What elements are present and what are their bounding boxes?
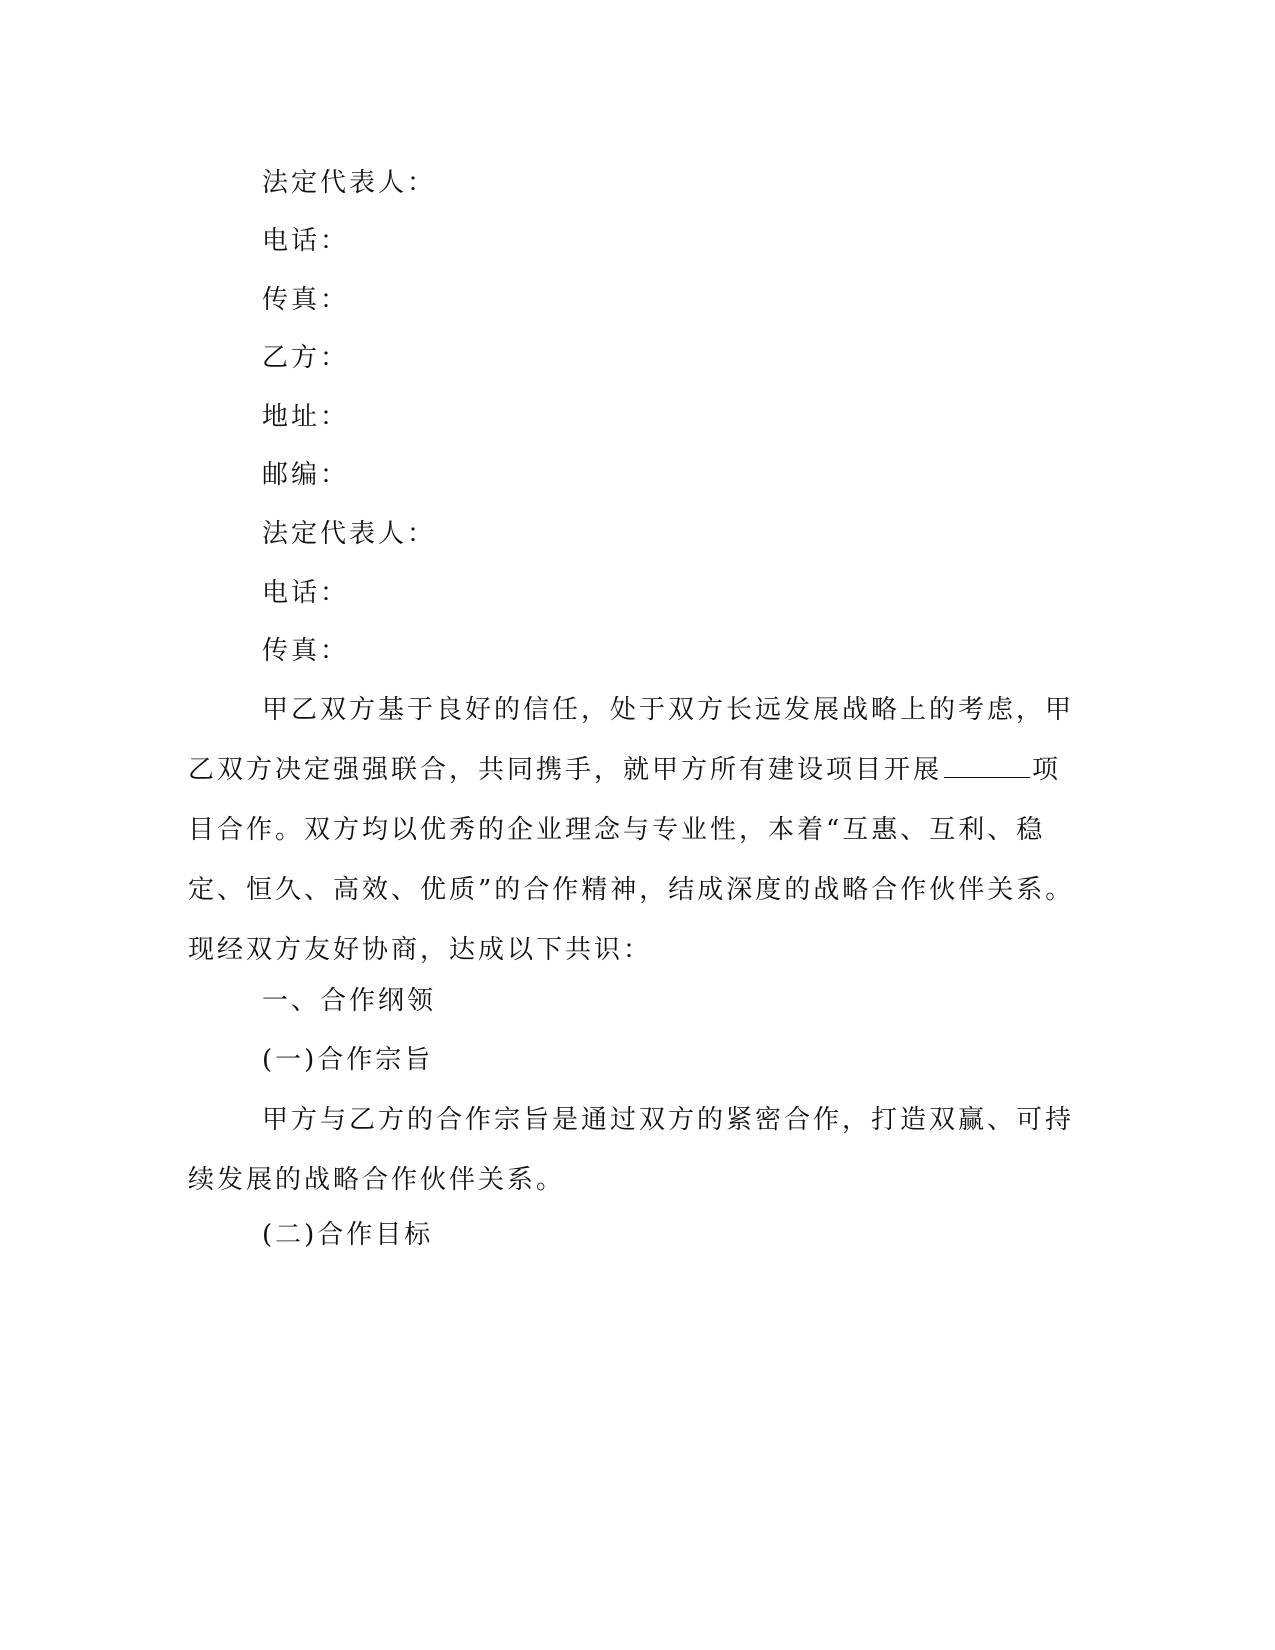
subsection-heading-goals: (二)合作目标 xyxy=(262,1220,434,1250)
section-heading-cooperation-program: 一、合作纲领 xyxy=(262,986,437,1016)
purpose-text: 甲方与乙方的合作宗旨是通过双方的紧密合作，打造双赢、可持续发展的战略合作伙伴关系。 xyxy=(188,1105,1075,1195)
party-a-phone-label: 电话： xyxy=(262,226,350,256)
subsection-heading-purpose: (一)合作宗旨 xyxy=(262,1045,434,1075)
intro-text-part2: 项目合作。双方均以优秀的企业理念与专业性，本着“互惠、互利、稳定、恒久、高效、优质”的合作精神，结成深度的战略合作伙伴关系。现经双方友好协商，达成以下共识： xyxy=(188,755,1075,965)
party-b-legal-representative-label: 法定代表人： xyxy=(262,519,437,549)
party-a-fax-label: 传真： xyxy=(262,285,350,315)
purpose-paragraph xyxy=(188,1090,1078,1210)
party-b-address-label: 地址： xyxy=(262,402,350,432)
party-a-legal-representative-label: 法定代表人： xyxy=(262,168,437,198)
party-b-postcode-label: 邮编： xyxy=(262,460,350,490)
party-b-fax-label: 传真： xyxy=(262,636,350,666)
intro-text-part1: 甲乙双方基于良好的信任，处于双方长远发展战略上的考虑，甲乙双方决定强强联合，共同携手，就甲方所有建设项目开展 xyxy=(188,695,1075,785)
party-b-phone-label: 电话： xyxy=(262,578,350,608)
party-b-label: 乙方： xyxy=(262,343,350,373)
intro-paragraph xyxy=(188,680,1078,980)
fill-in-blank[interactable] xyxy=(944,753,1030,778)
